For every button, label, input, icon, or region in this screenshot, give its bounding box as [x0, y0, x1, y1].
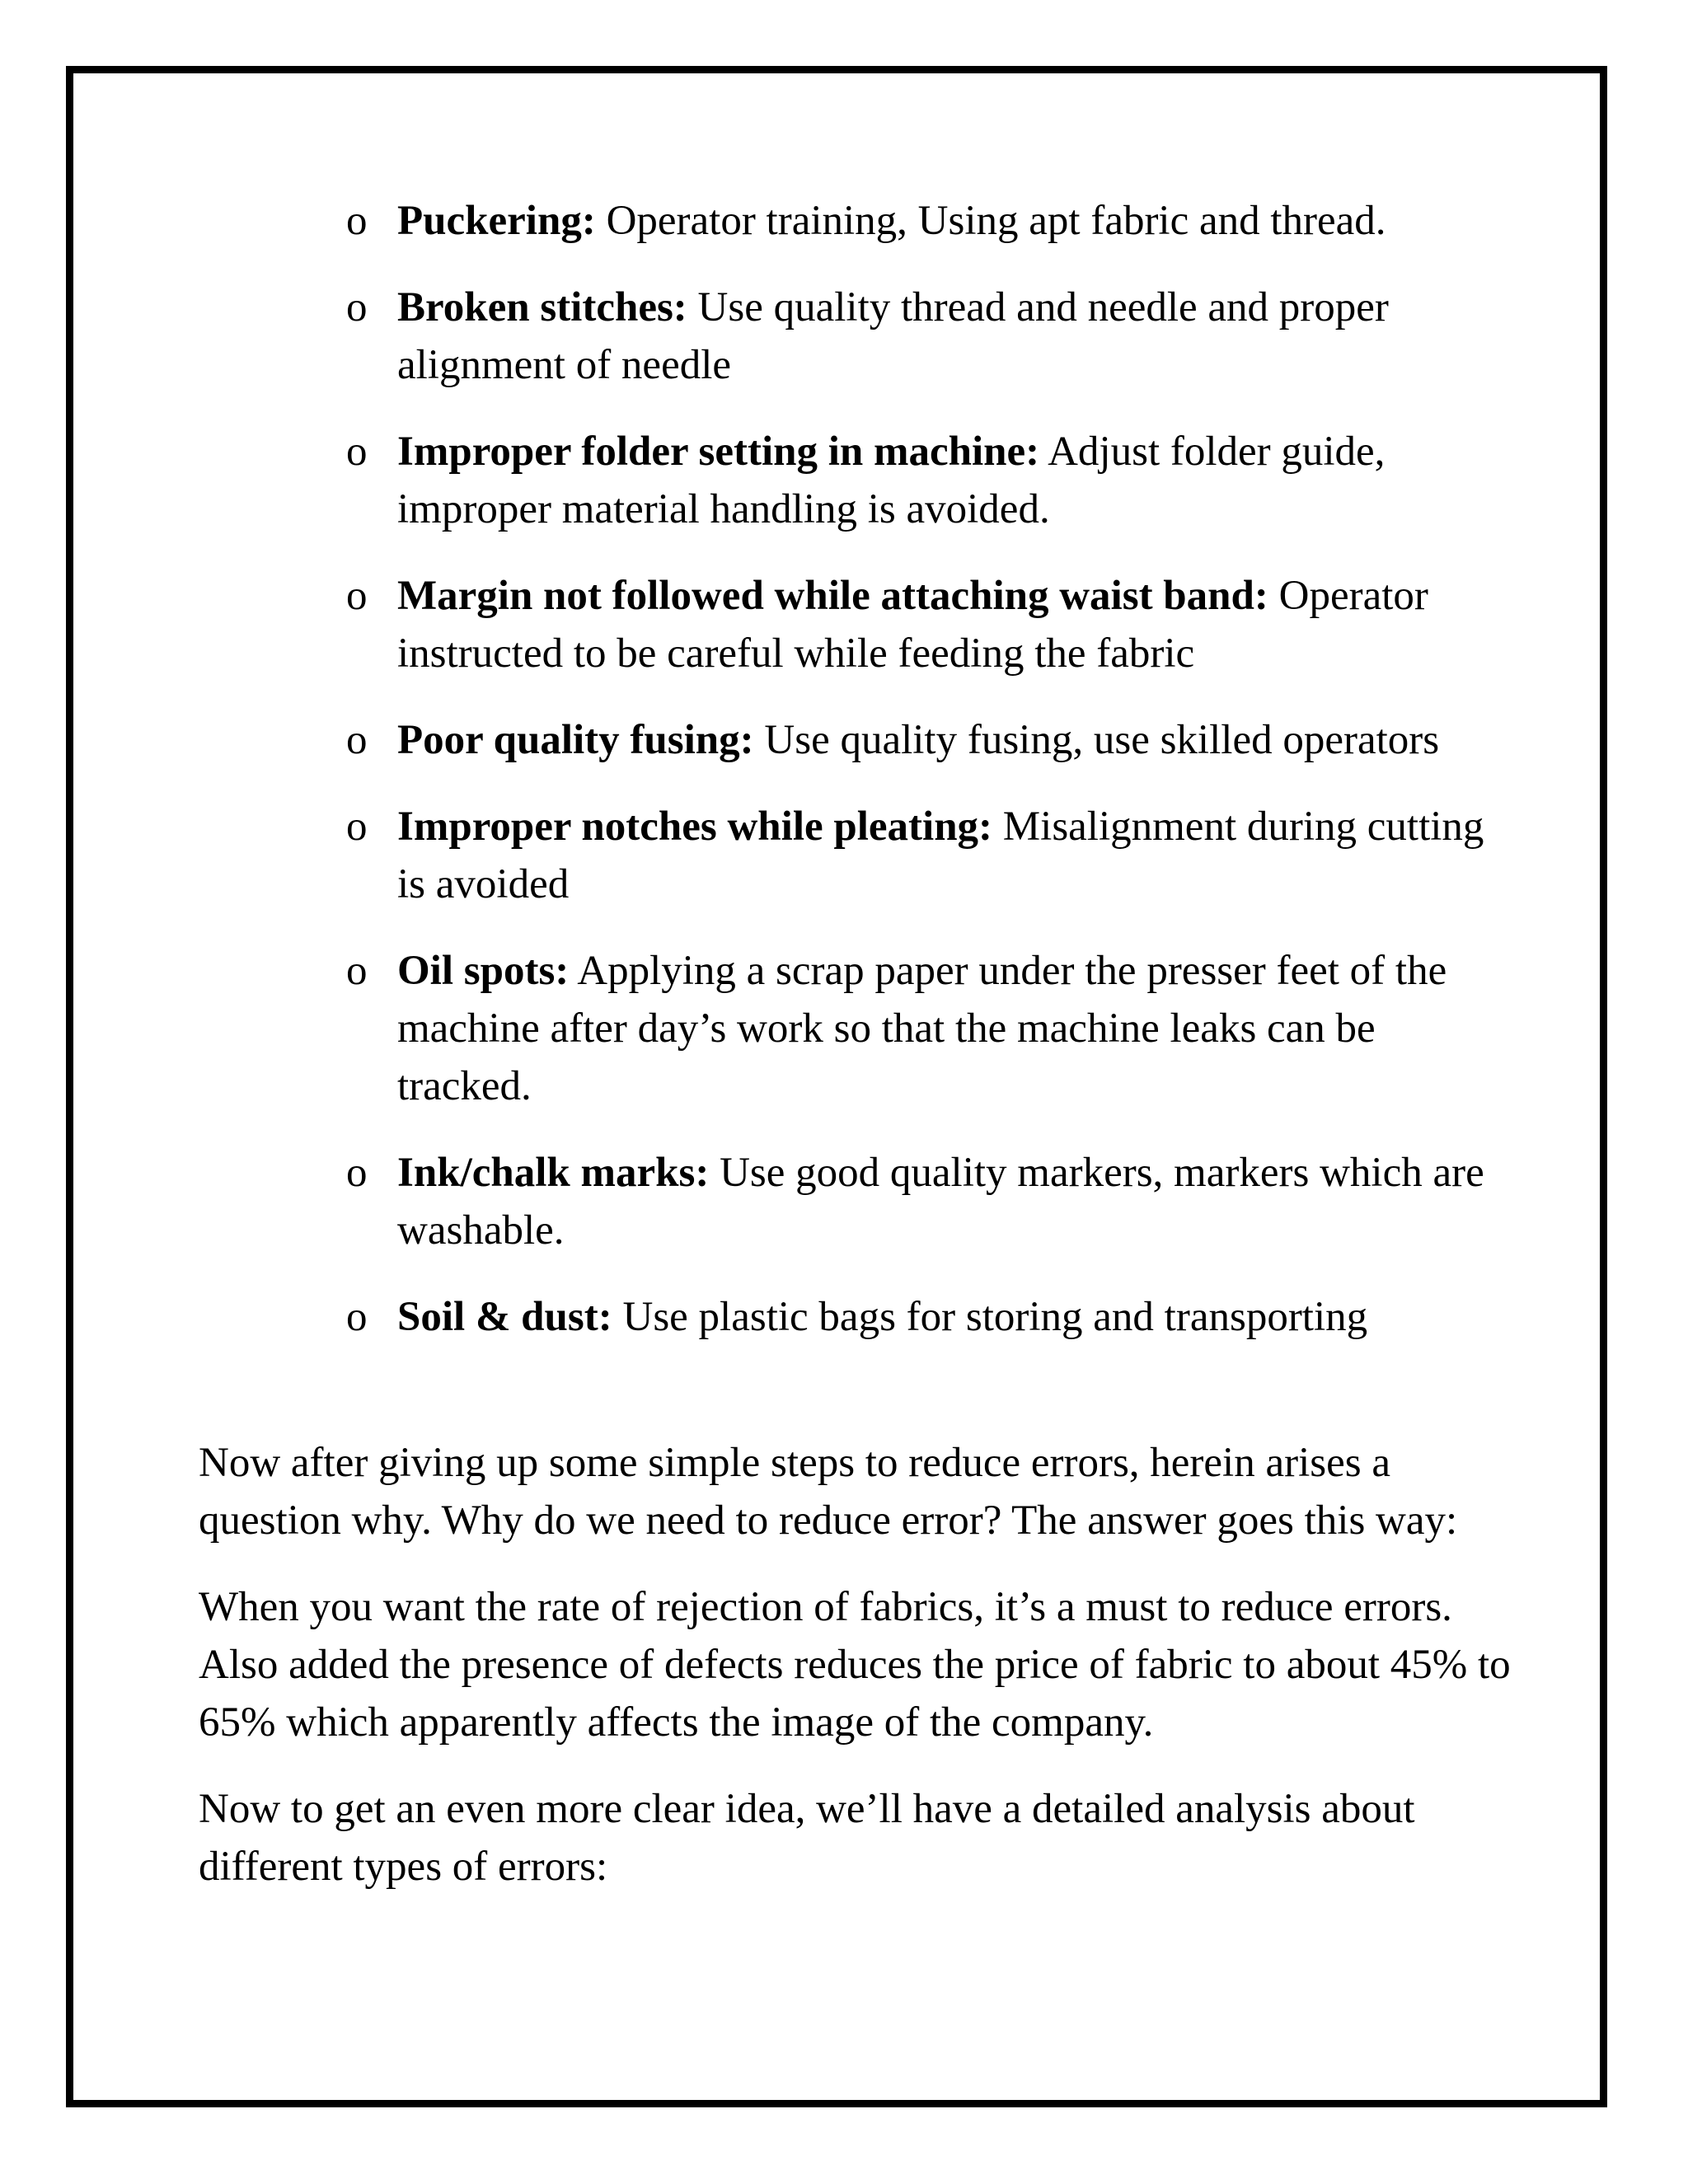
remedy-text: Use quality fusing, use skilled operators	[753, 717, 1440, 763]
remedy-text: Operator instructed to be careful while feeding the fabric	[397, 573, 1428, 677]
bullet-marker: o	[346, 1294, 368, 1340]
defect-term: Margin not followed while attaching waist band:	[397, 573, 1268, 619]
remedy-text: Adjust folder guide, improper material handling is avoided.	[397, 429, 1386, 532]
list-item	[346, 192, 1517, 250]
bullet-marker: o	[346, 429, 368, 475]
bullet-marker: o	[346, 1150, 368, 1196]
list-item	[346, 1144, 1517, 1259]
paragraph-error-analysis-intro: Now to get an even more clear idea, we’ll have a detailed analysis about different types of errors:	[199, 1786, 1415, 1890]
bullet-marker: o	[346, 948, 368, 994]
remedy-text: Applying a scrap paper under the presser feet of the machine after day’s work so that the machine leaks can be tracked.	[397, 948, 1447, 1109]
bullet-marker: o	[346, 198, 368, 244]
list-item	[346, 711, 1517, 769]
bullet-marker: o	[346, 717, 368, 763]
list-item	[346, 279, 1517, 394]
remedy-text: Operator training, Using apt fabric and thread.	[595, 198, 1386, 244]
defect-term: Improper folder setting in machine:	[397, 429, 1040, 475]
defect-term: Puckering:	[397, 198, 596, 244]
defect-term: Poor quality fusing:	[397, 717, 754, 763]
list-item	[346, 1288, 1517, 1346]
defect-term: Oil spots:	[397, 948, 570, 994]
body-paragraphs	[199, 1434, 1517, 1924]
list-item	[346, 423, 1517, 538]
list-item	[346, 798, 1517, 913]
defect-term: Broken stitches:	[397, 284, 687, 330]
paragraph-why-reduce-error: Now after giving up some simple steps to reduce errors, herein arises a question why. Why do we need to reduce error? The answer goes this way:	[199, 1440, 1458, 1544]
paragraph-rejection-rate: When you want the rate of rejection of fabrics, it’s a must to reduce errors. Also added the presence of defects reduces the price of fabric to about 45% to 65% which apparently affects the image of the company.	[199, 1584, 1511, 1746]
list-item	[346, 567, 1517, 682]
remedy-text: Use good quality markers, markers which are washable.	[397, 1150, 1484, 1254]
bullet-marker: o	[346, 804, 368, 850]
remedy-text: Use plastic bags for storing and transporting	[612, 1294, 1368, 1340]
list-item	[346, 942, 1517, 1115]
defect-term: Soil & dust:	[397, 1294, 612, 1340]
bullet-marker: o	[346, 573, 368, 619]
defect-remedy-list	[346, 192, 1517, 1375]
defect-term: Improper notches while pleating:	[397, 804, 993, 850]
bullet-marker: o	[346, 284, 368, 330]
remedy-text: Use quality thread and needle and proper alignment of needle	[397, 284, 1389, 388]
remedy-text: Misalignment during cutting is avoided	[397, 804, 1484, 907]
defect-term: Ink/chalk marks:	[397, 1150, 710, 1196]
